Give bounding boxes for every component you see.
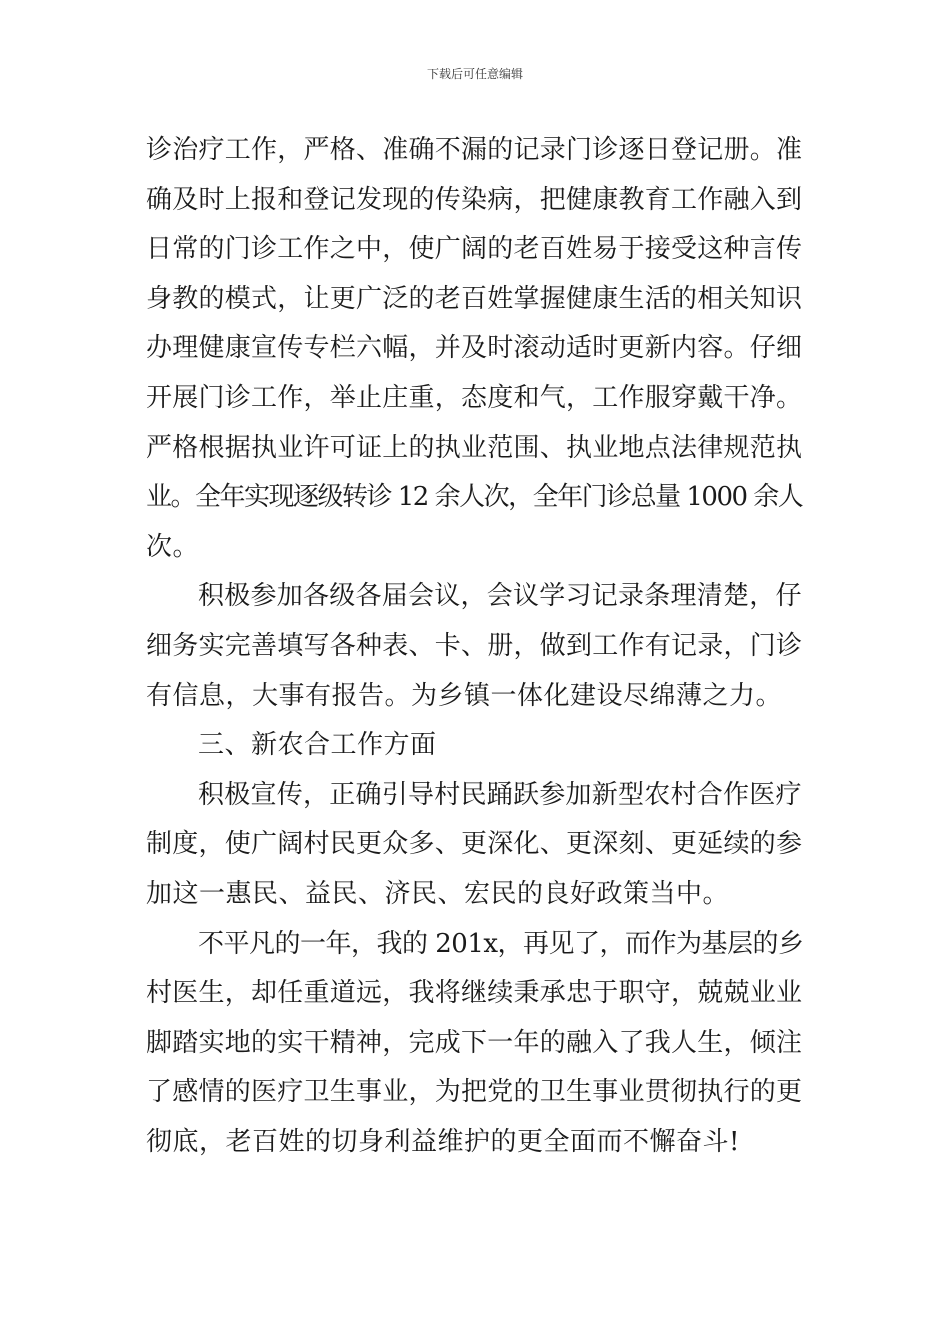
body-line: 有信息，大事有报告。为乡镇一体化建设尽绵薄之力。 bbox=[146, 680, 783, 711]
body-line: 开展门诊工作，举止庄重，态度和气，工作服穿戴干净。 bbox=[146, 383, 803, 413]
body-line: 次。 bbox=[146, 531, 200, 562]
body-line: 日常的门诊工作之中，使广阔的老百姓易于接受这种言传 bbox=[146, 234, 803, 265]
body-line: 办理健康宣传专栏六幅，并及时滚动适时更新内容。仔细 bbox=[146, 333, 803, 364]
body-line: 业。全年实现逐级转诊 12 余人次，全年门诊总量 1000 余人 bbox=[146, 482, 803, 513]
body-line: 不平凡的一年，我的 201x，再见了，而作为基层的乡 bbox=[198, 928, 804, 959]
body-line: 脚踏实地的实干精神，完成下一年的融入了我人生，倾注 bbox=[146, 1027, 803, 1058]
body-line: 细务实完善填写各种表、卡、册，做到工作有记录，门诊 bbox=[146, 631, 803, 661]
body-line: 三、新农合工作方面 bbox=[198, 730, 437, 761]
body-line: 积极参加各级各届会议，会议学习记录条理清楚，仔 bbox=[198, 581, 802, 612]
body-line: 严格根据执业许可证上的执业范围、执业地点法律规范执 bbox=[146, 432, 803, 463]
body-line: 身教的模式，让更广泛的老百姓掌握健康生活的相关知识 bbox=[146, 283, 803, 314]
body-line: 村医生，却任重道远，我将继续秉承忠于职守，兢兢业业 bbox=[146, 978, 803, 1009]
body-line: 制度，使广阔村民更众多、更深化、更深刻、更延续的参 bbox=[146, 829, 803, 860]
body-line: 加这一惠民、益民、济民、宏民的良好政策当中。 bbox=[146, 879, 730, 909]
body-line: 彻底，老百姓的切身利益维护的更全面而不懈奋斗! bbox=[146, 1127, 740, 1157]
page-header: 下载后可任意编辑 bbox=[426, 67, 523, 81]
body-line: 诊治疗工作，严格、准确不漏的记录门诊逐日登记册。准 bbox=[146, 135, 803, 165]
body-line: 确及时上报和登记发现的传染病，把健康教育工作融入到 bbox=[146, 184, 803, 215]
body-line: 了感情的医疗卫生事业，为把党的卫生事业贯彻执行的更 bbox=[146, 1077, 803, 1108]
body-line: 积极宣传，正确引导村民踊跃参加新型农村合作医疗 bbox=[198, 779, 802, 810]
